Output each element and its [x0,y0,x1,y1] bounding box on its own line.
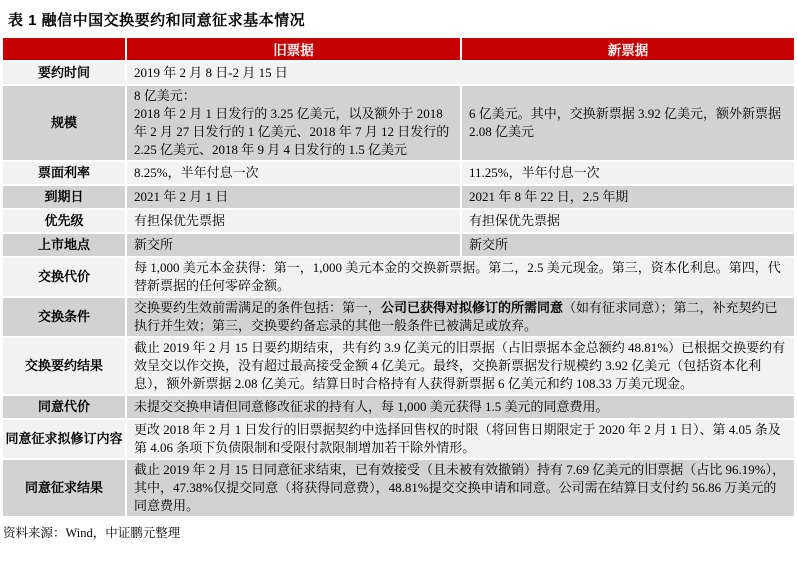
row-coupon-rate [3,162,794,184]
row-label: 同意征求拟修订内容 [3,420,125,458]
row-scale [3,86,794,160]
row-offer-time [3,62,794,84]
cell-new: 新交所 [462,234,794,256]
cell-old: 新交所 [127,234,460,256]
row-exchange-offer-result [3,338,794,394]
row-label: 上市地点 [3,234,125,256]
scale-old-line2: 2018 年 2 月 1 日发行的 3.25 亿美元，以及额外于 2018 年 2 月 27 日发行的 1 亿美元、2018 年 7 月 12 日发行的 2.25 亿美元、2018 年 9 月 4 日发行的 1.5 亿美元 [134,106,450,157]
row-label: 规模 [3,86,125,160]
header-new-notes: 新票据 [462,38,794,60]
row-label: 要约时间 [3,62,125,84]
cell-old: 8.25%，半年付息一次 [127,162,460,184]
row-label: 交换代价 [3,258,125,296]
cell-span: 未提交交换申请但同意修改征求的持有人，每 1,000 美元获得 1.5 美元的同意费用。 [127,396,794,418]
row-consent-solicitation-result [3,460,794,516]
cell-new: 6 亿美元。其中，交换新票据 3.92 亿美元，额外新票据 2.08 亿美元 [462,86,794,160]
cell-new: 11.25%，半年付息一次 [462,162,794,184]
cell-span: 每 1,000 美元本金获得：第一，1,000 美元本金的交换新票据。第二，2.5 美元现金。第三，资本化利息。第四，代替新票据的任何零碎金额。 [127,258,794,296]
row-exchange-consideration [3,258,794,296]
row-maturity-date [3,186,794,208]
row-label: 同意代价 [3,396,125,418]
exchange-offer-table [1,36,796,518]
row-label: 优先级 [3,210,125,232]
row-label: 同意征求结果 [3,460,125,516]
row-label: 交换要约结果 [3,338,125,394]
row-label: 交换条件 [3,298,125,336]
cell-span: 截止 2019 年 2 月 15 日同意征求结束，已有效接受（且未被有效撤销）持有 7.69 亿美元的旧票据（占比 96.19%），其中，47.38%仅提交同意（将获得同意费），48.81%提交交换申请和同意。公司需在结算日支付约 56.86 万美元的同意费用。 [127,460,794,516]
header-corner-cell [3,38,125,60]
row-exchange-conditions [3,298,794,336]
conditions-bold-phrase: 公司已获得对拟修订的所需同意 [381,300,564,315]
cell-new: 2021 年 8 年 22 日，2.5 年期 [462,186,794,208]
source-note: 资料来源：Wind，中证鹏元整理 [3,526,181,540]
cell-old [127,86,460,160]
cell-old: 2021 年 2 月 1 日 [127,186,460,208]
header-old-notes: 旧票据 [127,38,460,60]
row-proposed-amendments [3,420,794,458]
table-header-row [3,38,794,60]
conditions-pre: 交换要约生效前需满足的条件包括：第一， [134,300,382,315]
cell-span: 2019 年 2 月 8 日-2 月 15 日 [127,62,794,84]
conditions-post: （如有征求同意）；第二，补充契约已执行并生效；第三，交换要约备忘录的其他一般条件已被满足或放弃。 [134,300,778,333]
cell-new: 有担保优先票据 [462,210,794,232]
row-label: 到期日 [3,186,125,208]
page-title: 表 1 融信中国交换要约和同意征求基本情况 [8,12,306,29]
scale-old-line1: 8 亿美元： [134,88,196,103]
cell-span: 更改 2018 年 2 月 1 日发行的旧票据契约中选择回售权的时限（将回售日期限定于 2020 年 2 月 1 日）、第 4.05 条及第 4.06 条项下负债限制和受限付款限制增加若干除外情形。 [127,420,794,458]
cell-span [127,298,794,336]
cell-span: 截止 2019 年 2 月 15 日要约期结束，共有约 3.9 亿美元的旧票据（占旧票据本金总额约 48.81%）已根据交换要约有效呈交以作交换，没有超过最高接受金额 4 亿美元。最终，交换新票据发行规模约 3.92 亿美元（包括资本化利息），额外新票据 2.08 亿美元。结算日时合格持有人获得新票据 6 亿美元和约 108.33 万美元现金。 [127,338,794,394]
cell-old: 有担保优先票据 [127,210,460,232]
row-consent-consideration [3,396,794,418]
row-listing-venue [3,234,794,256]
row-seniority [3,210,794,232]
row-label: 票面利率 [3,162,125,184]
